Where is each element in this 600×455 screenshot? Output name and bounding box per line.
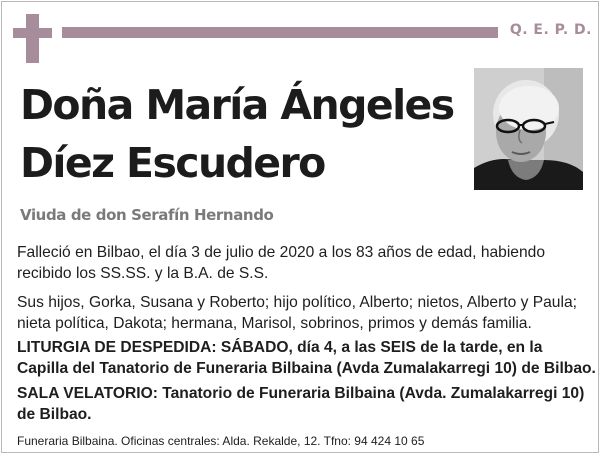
portrait-photo <box>474 68 583 190</box>
cross-icon-bar <box>13 28 52 38</box>
portrait-image <box>474 68 583 190</box>
death-announcement: Falleció en Bilbao, el día 3 de julio de 2020 a los 83 años de edad, habiendo recibido los SS.SS. y la B.A. de S.S. <box>17 244 545 282</box>
widow-subtitle: Viuda de don Serafín Hernando <box>20 206 274 224</box>
deceased-name-line-2: Díez Escudero <box>20 139 325 187</box>
funeral-liturgy: LITURGIA DE DESPEDIDA: SÁBADO, día 4, a las SEIS de la tarde, en la Capilla del Tanatorio de Funeraria Bilbaina (Avda Zumalakarregi 10) de Bilbao. <box>17 339 596 377</box>
obituary-notice <box>1 1 599 453</box>
viewing-room: SALA VELATORIO: Tanatorio de Funeraria Bilbaina (Avda. Zumalakarregi 10) de Bilbao. <box>17 385 585 423</box>
funeral-home-footer: Funeraria Bilbaina. Oficinas centrales: Alda. Rekalde, 12. Tfno: 94 424 10 65 <box>17 434 425 448</box>
family-list: Sus hijos, Gorka, Susana y Roberto; hijo político, Alberto; nietos, Alberto y Paula; nieta política, Dakota; hermana, Marisol, sobrinos, primos y demás familia. <box>17 294 577 332</box>
cross-icon <box>26 14 39 63</box>
deceased-name-line-1: Doña María Ángeles <box>20 81 454 129</box>
header-rule <box>62 27 498 38</box>
qepd-label: Q. E. P. D. <box>509 22 592 38</box>
